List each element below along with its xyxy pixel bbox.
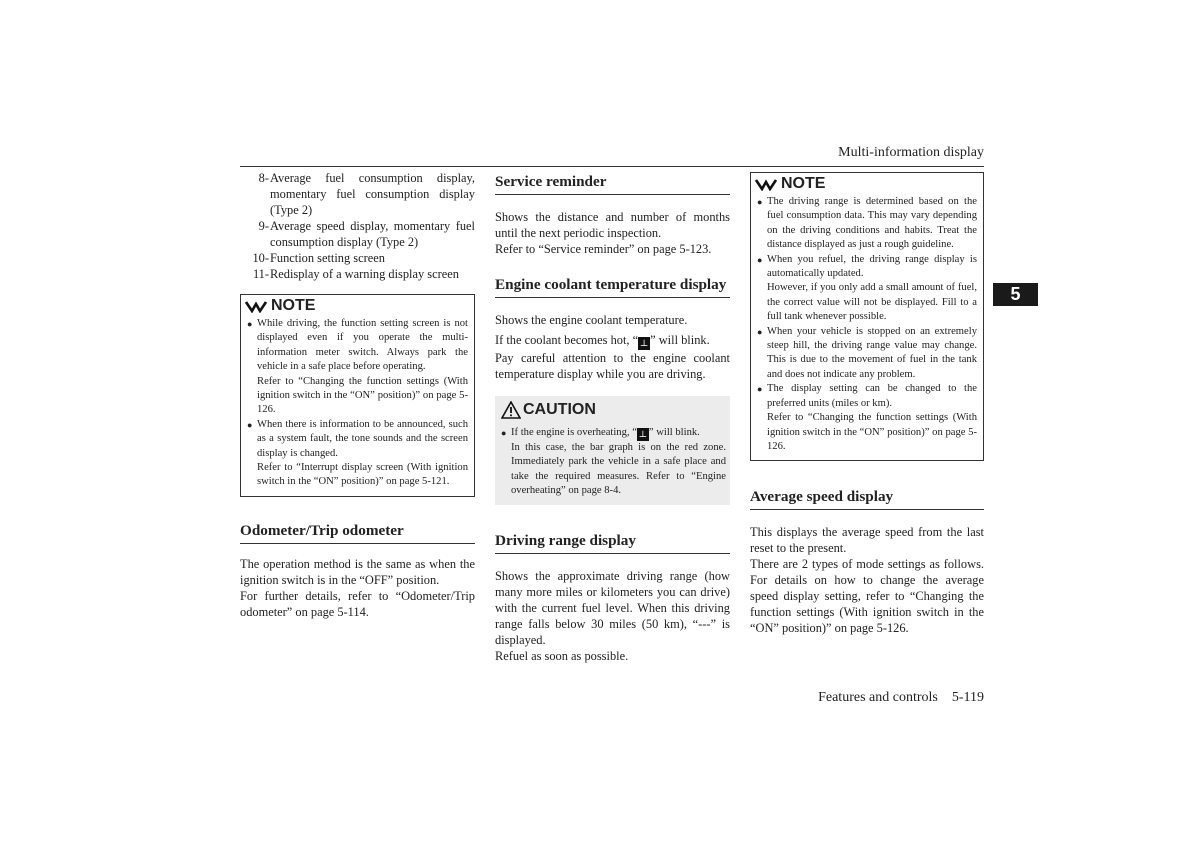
list-item: 10- Function setting screen: [252, 251, 385, 265]
column-3: [750, 172, 984, 636]
section-title-service: Service reminder: [495, 172, 730, 195]
note-header: NOTE: [755, 173, 977, 195]
bullet-icon: ●: [757, 384, 763, 395]
note-box: [240, 294, 475, 497]
note-bullet: ● The display setting can be changed to the preferred units (miles or km). Refer to “Changing the function settings (With ignition switch in the “ON” position)” on page 5-126.: [757, 382, 977, 454]
note-bullet: ● When you refuel, the driving range display is automatically updated. However, if you only add a small amount of fuel, the correct value will not be displayed. Fill to a full tank whenever possible.: [757, 253, 977, 325]
paragraph: If the coolant becomes hot, “ ⊥ ” will blink.: [495, 333, 710, 348]
screen-list: [240, 170, 475, 282]
bullet-icon: ●: [757, 254, 763, 265]
note-bullet: ● When your vehicle is stopped on an extremely steep hill, the driving range value may change. This is due to the movement of fuel in the tank and does not indicate any problem.: [757, 325, 977, 383]
section-title-driving-range: Driving range display: [495, 531, 730, 554]
bullet-icon: ●: [247, 419, 253, 430]
header-rule: [240, 166, 984, 167]
paragraph: Refer to “Service reminder” on page 5-123.: [495, 242, 712, 256]
caution-bullet: ● If the engine is overheating, “ ⊥ ” will blink. In this case, the bar graph is on the red zone. Immediately park the vehicle in a safe place and take the required measures. Refer to “Engine overheating” on page 8-4.: [501, 426, 726, 499]
coolant-temperature-icon: ⊥: [638, 429, 648, 439]
paragraph: There are 2 types of mode settings as follows. For details on how to change the average speed display setting, refer to “Changing the function settings (With ignition switch in the “ON” position)” on page 5-126.: [750, 557, 984, 636]
page-number: 5-119: [951, 690, 984, 705]
chapter-tab: 5: [993, 283, 1038, 306]
list-item: 11- Redisplay of a warning display screen: [252, 267, 459, 281]
bullet-icon: ●: [247, 319, 253, 329]
section-title-average-speed: Average speed display: [750, 487, 984, 510]
paragraph: Shows the approximate driving range (how many more miles or kilometers you can drive) with the current fuel level. When this driving range falls below 30 miles (50 km), “---” is displayed.: [495, 568, 730, 647]
note-pen-icon: [245, 299, 267, 313]
note-bullet: ● The driving range is determined based on the fuel consumption data. This may vary depending on the driving conditions and habits. Treat the distance displayed as just a rough guideline.: [757, 195, 977, 253]
coolant-temperature-icon: ⊥: [639, 338, 649, 348]
paragraph: The operation method is the same as when the ignition switch is in the “OFF” position.: [240, 556, 475, 587]
column-2: [495, 172, 730, 664]
paragraph: Pay careful attention to the engine coolant temperature display while you are driving.: [495, 351, 730, 381]
caution-header: CAUTION: [501, 398, 726, 422]
section-title-coolant: Engine coolant temperature display: [495, 275, 730, 298]
footer-section: Features and controls: [818, 690, 938, 705]
list-item: 8- Average fuel consumption display, momentary fuel consumption display (Type 2): [258, 171, 475, 217]
page-footer: [700, 690, 984, 706]
note-pen-icon: [755, 177, 777, 191]
paragraph: For further details, refer to “Odometer/Trip odometer” on page 5-114.: [240, 588, 475, 619]
warning-triangle-icon: [501, 401, 521, 419]
section-title-odometer: Odometer/Trip odometer: [240, 521, 475, 544]
paragraph: Refuel as soon as possible.: [495, 648, 629, 663]
note-header: NOTE: [245, 295, 468, 317]
list-item: 9- Average speed display, momentary fuel consumption display (Type 2): [258, 219, 475, 249]
paragraph: Shows the engine coolant temperature.: [495, 313, 688, 327]
bullet-icon: ●: [501, 428, 507, 438]
bullet-icon: ●: [757, 197, 763, 207]
page-header-title: Multi-information display: [838, 145, 984, 160]
paragraph: This displays the average speed from the last reset to the present.: [750, 525, 984, 556]
caution-box: [495, 396, 730, 505]
bullet-icon: ●: [757, 326, 763, 337]
paragraph: Shows the distance and number of months until the next periodic inspection.: [495, 210, 730, 240]
note-bullet: ● When there is information to be announced, such as a system fault, the tone sounds and the screen display is changed. Refer to “Interrupt display screen (With ignition switch in the “ON” position)” on page 5-121.: [247, 418, 468, 490]
column-1: [240, 170, 475, 620]
note-box: [750, 172, 984, 461]
note-bullet: ● While driving, the function setting screen is not displayed even if you operate the multi-information meter switch. Always park the vehicle in a safe place before operating. Refer to “Changing the function settings (With ignition switch in the “ON” position)” on page 5-126.: [247, 317, 468, 418]
